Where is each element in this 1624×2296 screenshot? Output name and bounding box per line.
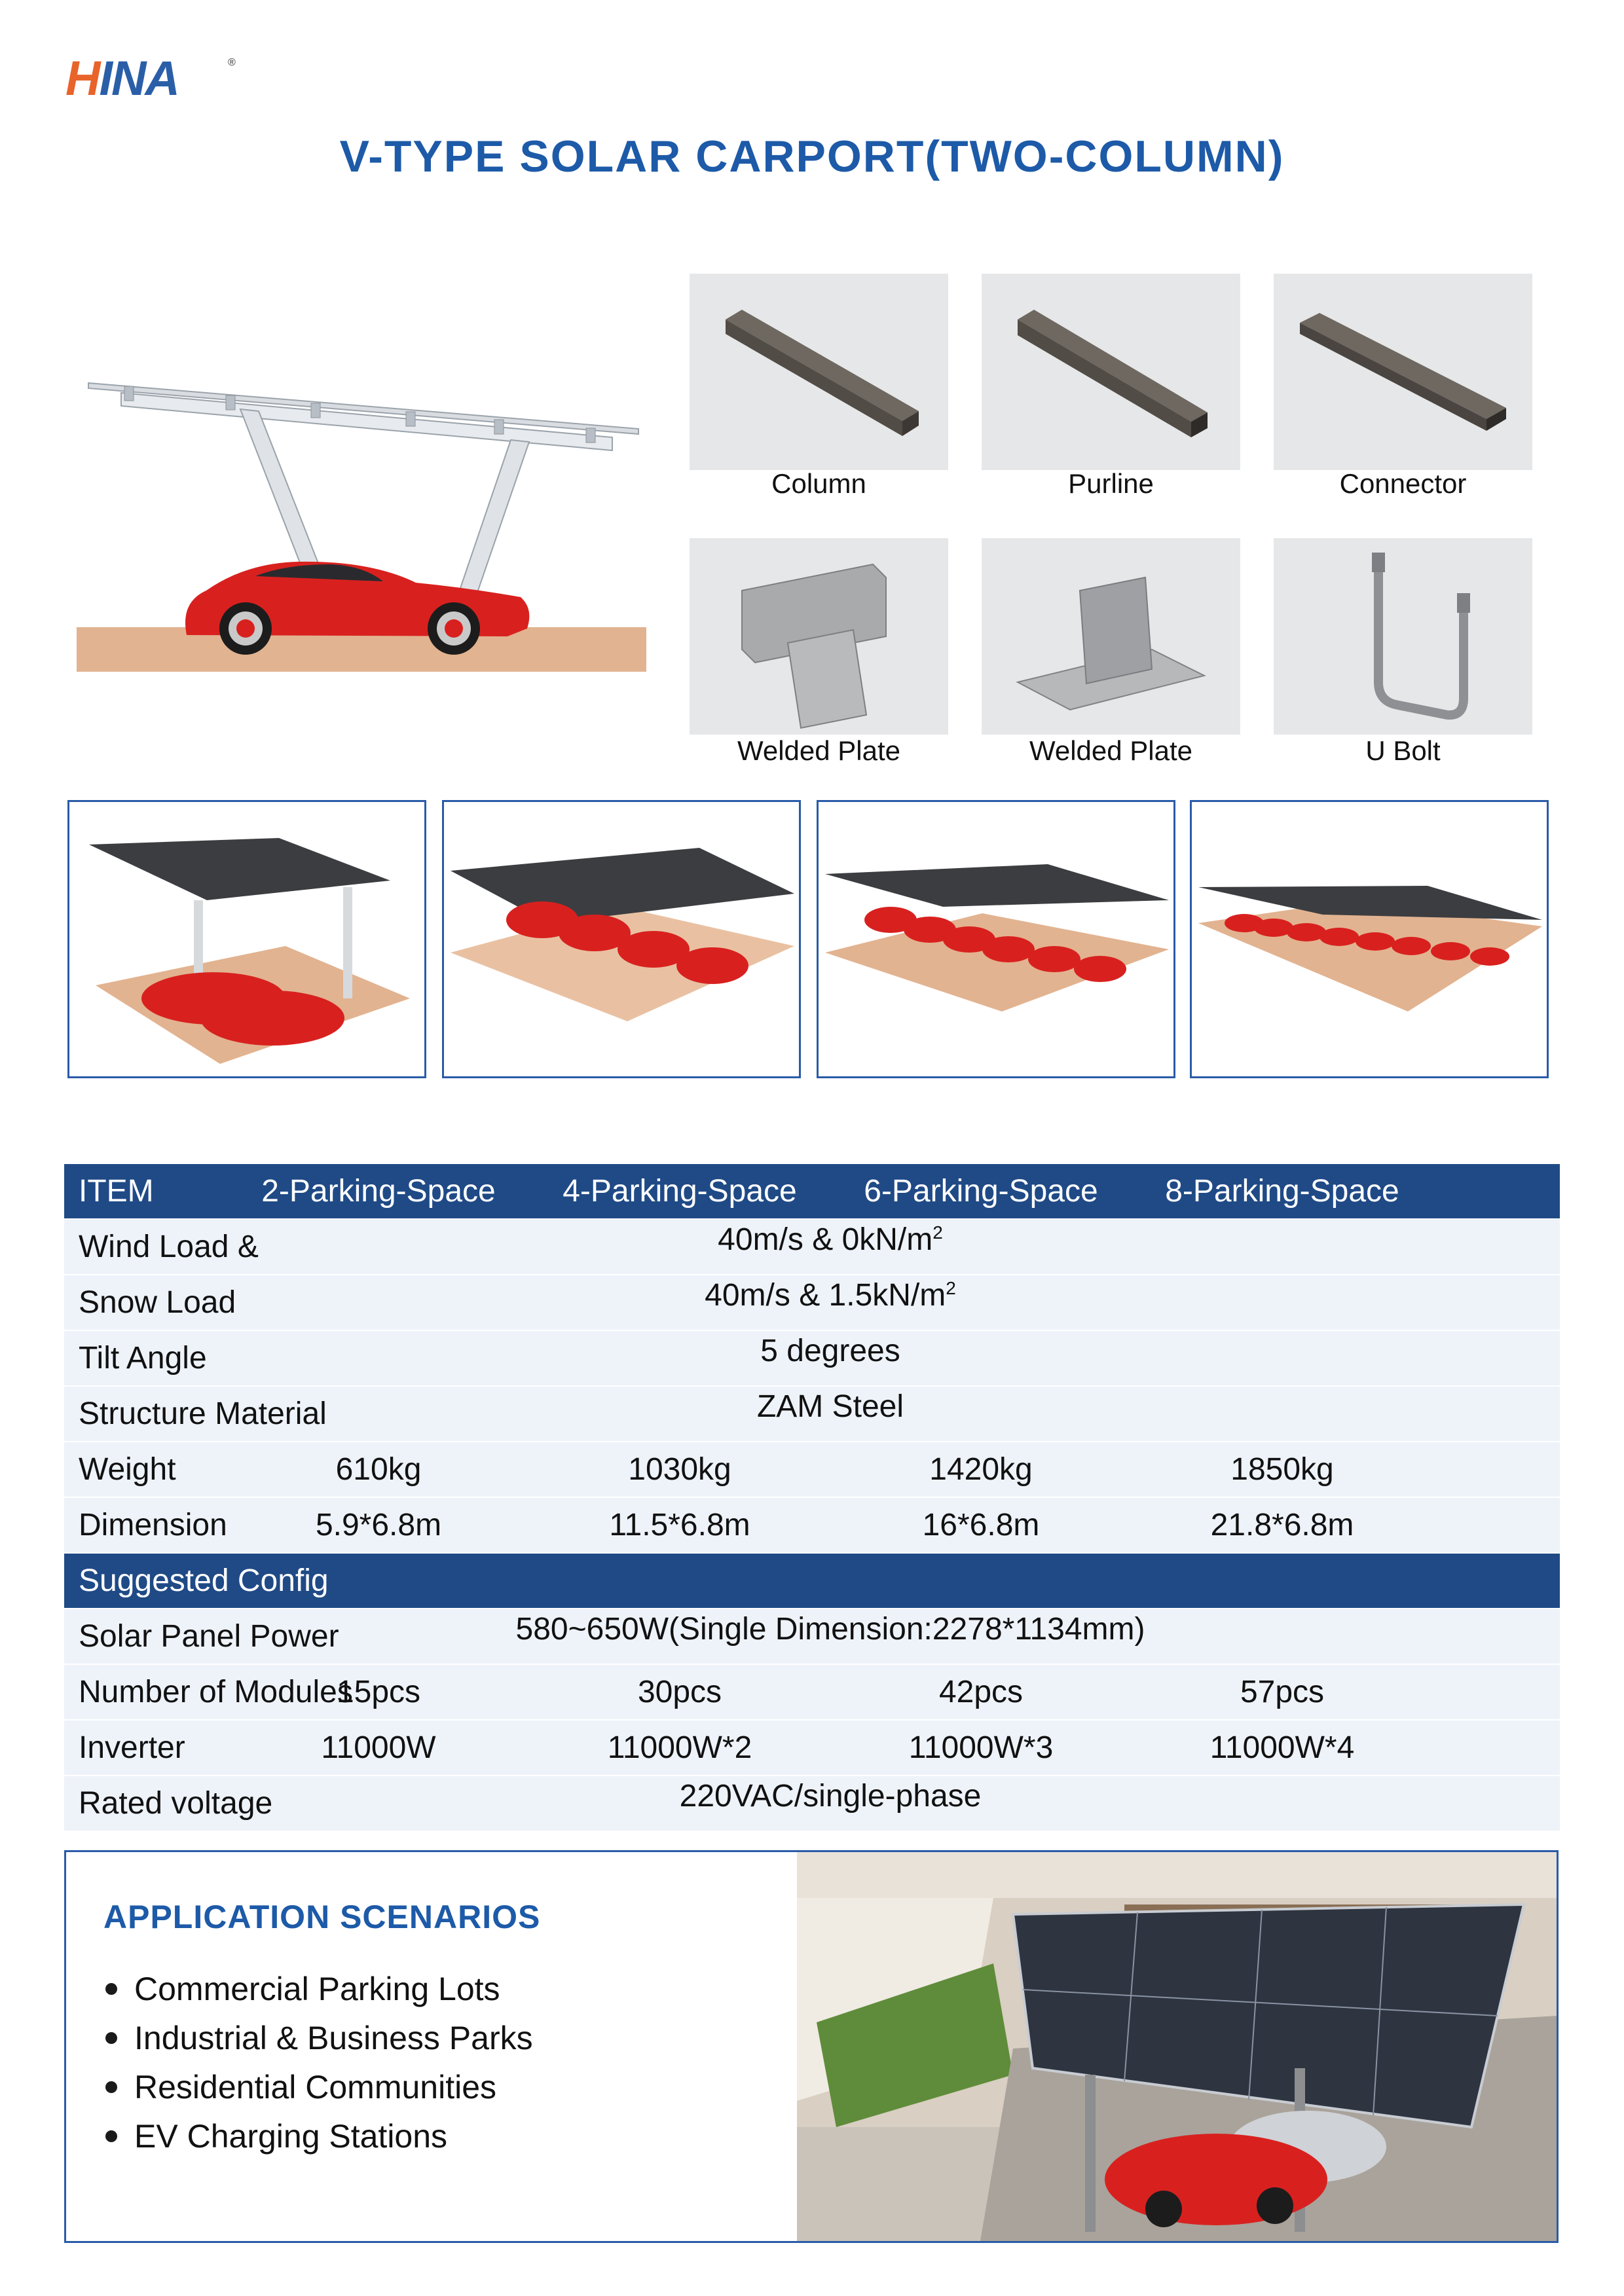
panel-power-label: Solar Panel Power [79, 1619, 339, 1654]
modules-label: Number of Modules [79, 1675, 353, 1709]
table-row-snow [64, 1275, 1560, 1331]
table-row-voltage [64, 1776, 1560, 1832]
part-connector-image [1274, 274, 1532, 470]
modules-4: 30pcs [637, 1675, 722, 1709]
inverter-4: 11000W*2 [607, 1730, 752, 1765]
column-beam-icon [690, 274, 948, 470]
voltage-value: 220VAC/single-phase [679, 1779, 982, 1813]
table-row-wind [64, 1220, 1560, 1275]
dimension-8: 21.8*6.8m [1210, 1508, 1354, 1542]
logo-text: INA [99, 51, 179, 105]
hero-carport-illustration [75, 354, 648, 674]
table-header-row [64, 1164, 1560, 1220]
panel-power-value: 580~650W(Single Dimension:2278*1134mm) [515, 1612, 1145, 1647]
part-welded-plate-base-image [982, 538, 1240, 735]
inverter-2: 11000W [321, 1730, 436, 1765]
wind-load-value: 40m/s & $0kN/m^2$ [718, 1222, 943, 1257]
config-6-parking-space [817, 800, 1175, 1078]
welded-plate-icon [690, 538, 948, 735]
inverter-8: 11000W*4 [1209, 1730, 1355, 1765]
connector-channel-icon [1274, 274, 1532, 470]
dimension-4: 11.5*6.8m [609, 1508, 750, 1542]
brand-logo: HINA ® [65, 51, 236, 105]
config-4-parking-space [442, 800, 801, 1078]
wind-load-label: Wind Load & [79, 1230, 259, 1264]
tilt-angle-value: 5 degrees [760, 1334, 900, 1368]
material-label: Structure Material [79, 1396, 327, 1431]
table-row-inverter [64, 1721, 1560, 1776]
suggested-config-label: Suggested Config [79, 1563, 329, 1598]
snow-load-label: Snow Load [79, 1285, 236, 1320]
part-label-welded-plate-2: Welded Plate [1029, 735, 1193, 766]
weight-6: 1420kg [929, 1452, 1033, 1487]
part-u-bolt-image [1274, 538, 1532, 735]
header-6-parking: 6-Parking-Space [864, 1174, 1098, 1209]
spec-table [64, 1164, 1560, 1832]
part-label-u-bolt: U Bolt [1365, 735, 1441, 766]
header-2-parking: 2-Parking-Space [261, 1174, 496, 1209]
dimension-6: 16*6.8m [922, 1508, 1040, 1542]
modules-8: 57pcs [1240, 1675, 1325, 1709]
bullet-icon [105, 1983, 117, 1995]
part-label-purline: Purline [1068, 468, 1154, 499]
bullet-icon [105, 2032, 117, 2044]
weight-4: 1030kg [628, 1452, 731, 1487]
purline-beam-icon [982, 274, 1240, 470]
header-8-parking: 8-Parking-Space [1165, 1174, 1399, 1209]
modules-6: 42pcs [938, 1675, 1024, 1709]
bullet-icon [105, 2081, 117, 2093]
part-label-welded-plate-1: Welded Plate [737, 735, 901, 766]
weight-8: 1850kg [1230, 1452, 1334, 1487]
weight-2: 610kg [335, 1452, 422, 1487]
table-row-weight [64, 1442, 1560, 1498]
part-column-image [690, 274, 948, 470]
suggested-config-header [64, 1554, 1560, 1609]
inverter-label: Inverter [79, 1730, 185, 1765]
table-row-modules [64, 1665, 1560, 1721]
dimension-label: Dimension [79, 1508, 227, 1542]
table-row-tilt [64, 1331, 1560, 1387]
table-row-panel-power [64, 1609, 1560, 1665]
tilt-angle-label: Tilt Angle [79, 1341, 207, 1376]
voltage-label: Rated voltage [79, 1786, 273, 1821]
u-bolt-icon [1274, 538, 1532, 735]
list-item: EV Charging Stations [105, 2117, 447, 2155]
part-purline-image [982, 274, 1240, 470]
part-label-column: Column [771, 468, 866, 499]
registered-mark: ® [228, 57, 236, 68]
table-row-dimension [64, 1498, 1560, 1554]
page-title: V-TYPE SOLAR CARPORT(TWO-COLUMN) [339, 132, 1285, 181]
inverter-6: 11000W*3 [908, 1730, 1054, 1765]
part-label-connector: Connector [1339, 468, 1467, 499]
table-row-material [64, 1387, 1560, 1442]
application-title: APPLICATION SCENARIOS [103, 1899, 541, 1935]
weight-label: Weight [79, 1452, 176, 1487]
header-4-parking: 4-Parking-Space [563, 1174, 797, 1209]
residential-carport-photo [797, 1852, 1557, 2241]
config-8-parking-space [1190, 800, 1549, 1078]
header-item: ITEM [79, 1174, 154, 1209]
application-scenarios-box [64, 1850, 1559, 2243]
material-value: ZAM Steel [756, 1389, 904, 1424]
list-item: Industrial & Business Parks [105, 2019, 533, 2057]
list-item: Residential Communities [105, 2068, 496, 2106]
bullet-icon [105, 2130, 117, 2142]
dimension-2: 5.9*6.8m [315, 1508, 442, 1542]
config-2-parking-space [67, 800, 426, 1078]
modules-2: 15pcs [336, 1675, 421, 1709]
part-welded-plate-image [690, 538, 948, 735]
snow-load-value: 40m/s & $1.5kN/m^2$ [705, 1278, 956, 1313]
list-item: Commercial Parking Lots [105, 1970, 500, 2008]
welded-plate-base-icon [982, 538, 1240, 735]
